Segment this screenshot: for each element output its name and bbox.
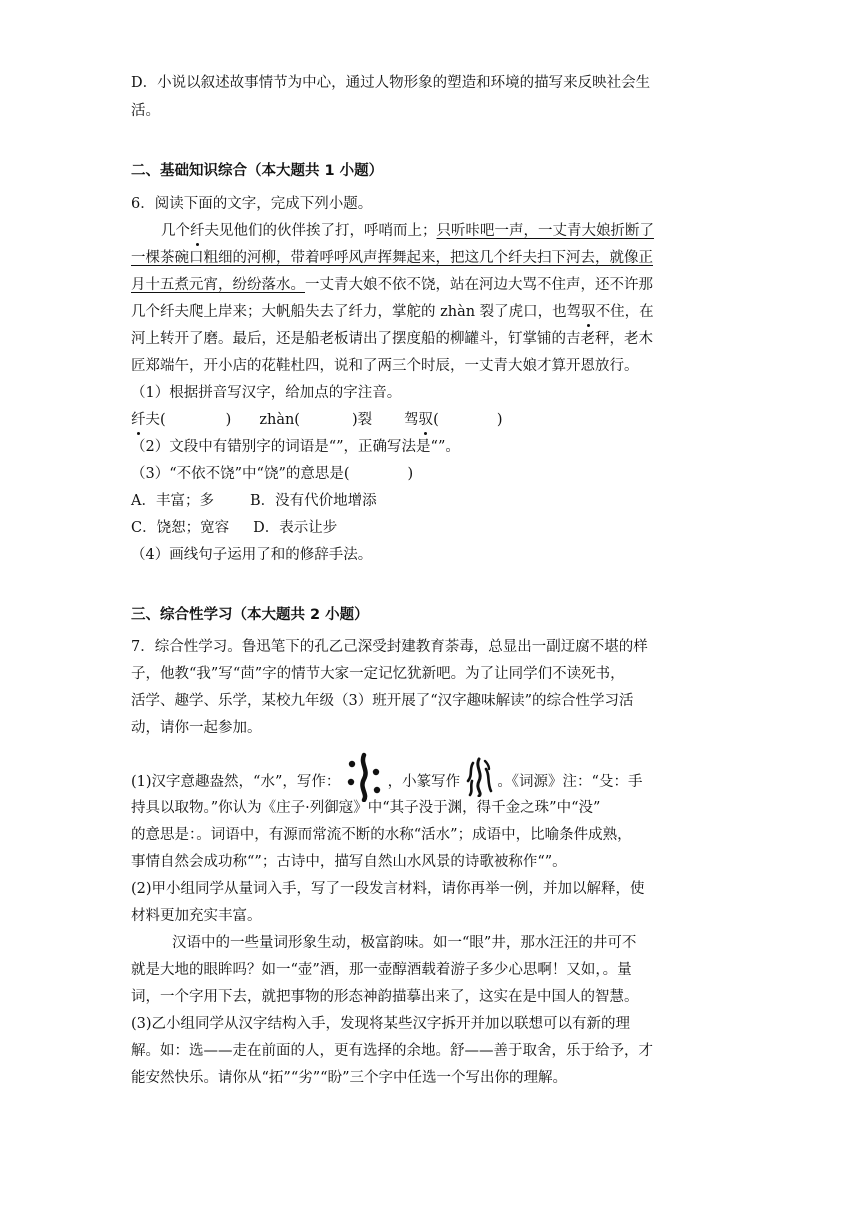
q6-passage-line3: 月十五煮元宵，纷纷落水。一丈青大娘不依不饶，站在河边大骂不住声，还不许那 [131, 277, 653, 293]
q6-passage-line6: 匠郑端午，开小店的花鞋杜四，说和了两三个时辰，一丈青大娘才算开恩放行。 [131, 358, 639, 374]
q6-stem: 6．阅读下面的文字，完成下列小题。 [131, 196, 373, 212]
q6-sub3: （3）“不依不饶”中“饶”的意思是( ) [131, 466, 414, 482]
option-b: B．没有代价地增添 [249, 493, 377, 509]
q5-option-d-line2: 活。 [131, 103, 160, 119]
q7-s1-line1: (1)汉字意趣盎然，“水”，写作： ，小篆写作 。《词源》注：“殳：手 [131, 752, 731, 812]
q7-line1: 7．综合性学习。鲁迅笔下的孔乙己深受封建教育荼毒，总显出一副迂腐不堪的样 [131, 639, 648, 655]
emphasis-dot-char: 驭 [581, 304, 596, 320]
q7-s1-line2: 持具以取物。”你认为《庄子·列御寇》中“其子没于渊，得千金之珠”中“没” [131, 800, 601, 816]
q6-passage-line4: 几个纤夫爬上岸来；大帆船失去了纤力，掌舵的 zhàn 裂了虎口，也驾驭不住，在 [131, 304, 654, 320]
q7-line2: 子，他教“我”写“茴”字的情节大家一定记忆犹新吧。为了让同学们不读死书， [131, 666, 625, 682]
q7-s3-line2: 解。如：选——走在前面的人，更有选择的余地。舒——善于取舍，乐于给予，才 [131, 1043, 653, 1059]
q7-line4: 动，请你一起参加。 [131, 720, 262, 736]
emphasis-dot-char: 纤 [190, 223, 205, 239]
q7-s1-line3: 的意思是：。词语中，有源而常流不断的水称“活水”；成语中，比喻条件成熟， [131, 827, 632, 843]
emphasis-dot-char: 纤 [131, 412, 146, 428]
q7-s1-line4: 事情自然会成功称“”；古诗中，描写自然山水风景的诗歌被称作“”。 [131, 854, 567, 870]
underlined-sentence: 一棵茶碗口粗细的河柳，带着呼呼风声挥舞起来，把这几个纤夫扫下河去，就像正 [131, 250, 653, 266]
q5-option-d-line1: D．小说以叙述故事情节为中心，通过人物形象的塑造和环境的描写来反映社会生 [131, 75, 651, 91]
option-c: C．饶恕；宽容 [131, 520, 230, 536]
q6-sub4: （4）画线句子运用了和的修辞手法。 [131, 547, 373, 563]
q7-line3: 活学、趣学、乐学，某校九年级（3）班开展了“汉字趣味解读”的综合性学习活 [131, 693, 634, 709]
q7-s3-line1: (3)乙小组同学从汉字结构入手，发现将某些汉字拆开并加以联想可以有新的理 [131, 1016, 631, 1032]
q7-s3-line3: 能安然快乐。请你从“拓”“劣”“盼”三个字中任选一个写出你的理解。 [131, 1070, 567, 1086]
q6-passage-line2 [131, 248, 731, 268]
section-2-heading: 二、基础知识综合（本大题共 1 小题） [131, 163, 384, 179]
emphasis-dot-char: 驭 [418, 412, 434, 428]
q7-s2-line2: 材料更加充实丰富。 [131, 908, 262, 924]
q6-options-ab [131, 491, 731, 511]
option-a: A．丰富；多 [131, 493, 214, 509]
underlined-sentence: 月十五煮元宵，纷纷落水。 [131, 277, 305, 293]
q6-sub1: （1）根据拼音写汉字，给加点的字注音。 [131, 385, 402, 401]
q6-sub1-items: 纤夫( ) zhàn( )裂 驾驭( ) [131, 412, 503, 428]
q6-sub2: （2）文段中有错别字的词语是“”，正确写法是“”。 [131, 439, 460, 455]
q6-passage-line1: 几个纤夫见他们的伙伴挨了打，呼哨而上；只听咔吧一声，一丈青大娘折断了 [161, 223, 654, 239]
underlined-sentence: 只听咔吧一声，一丈青大娘折断了 [436, 223, 654, 239]
q7-s2-line1: (2)甲小组同学从量词入手，写了一段发言材料，请你再举一例，并加以解释，使 [131, 881, 645, 897]
section-3-heading: 三、综合性学习（本大题共 2 小题） [131, 607, 369, 623]
q7-s2-para-line2: 就是大地的眼眸吗？如一“壶”酒，那一壶醇酒载着游子多少心思啊！又如，。量 [131, 962, 632, 978]
q7-s2-para-line1: 汉语中的一些量词形象生动，极富韵味。如一“眼”井，那水汪汪的井可不 [172, 935, 637, 951]
q6-options-cd [131, 518, 731, 538]
q7-s2-para-line3: 词，一个字用下去，就把事物的形态神韵描摹出来了，这实在是中国人的智慧。 [131, 989, 639, 1005]
option-d: D．表示让步 [253, 520, 338, 536]
q6-passage-line5: 河上转开了磨。最后，还是船老板请出了摆度船的柳罐斗，钉掌铺的吉老秤，老木 [131, 331, 653, 347]
